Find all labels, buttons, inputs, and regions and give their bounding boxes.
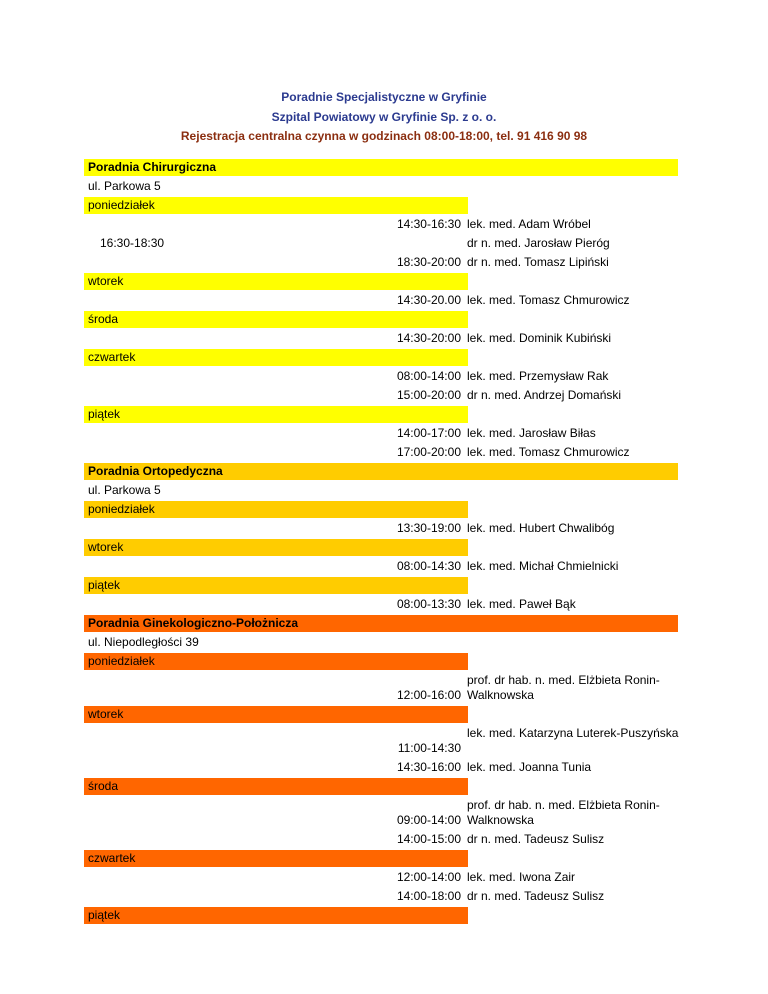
day-row [84, 576, 679, 595]
day-label: wtorek [88, 540, 124, 554]
slot-doctor: lek. med. Katarzyna Luterek-Puszyńska [467, 726, 679, 740]
day-row [84, 272, 679, 291]
day-label: czwartek [88, 851, 136, 865]
header-registration-info: Rejestracja centralna czynna w godzinach 08:00-18:00, tel. 91 416 90 98 [180, 129, 588, 143]
slot-time: 08:00-14:30 [396, 559, 461, 573]
slot-doctor: dr n. med. Andrzej Domański [467, 388, 622, 402]
schedule-table [84, 158, 679, 925]
slot-time: 17:00-20:00 [396, 445, 461, 459]
slot-doctor: dr n. med. Tadeusz Sulisz [467, 832, 605, 846]
clinic-address-row [84, 633, 679, 652]
slot-time: 18:30-20:00 [396, 255, 461, 269]
slot-row [84, 557, 679, 576]
clinic-address: ul. Parkowa 5 [88, 483, 161, 497]
clinic-address-row [84, 481, 679, 500]
slot-row [84, 234, 679, 253]
slot-row [84, 215, 679, 234]
day-row [84, 196, 679, 215]
clinic-address-row [84, 177, 679, 196]
clinic-address: ul. Parkowa 5 [88, 179, 161, 193]
slot-doctor: dr n. med. Tadeusz Sulisz [467, 889, 605, 903]
day-row [84, 906, 679, 925]
slot-time: 08:00-14:00 [396, 369, 461, 383]
slot-row [84, 291, 679, 310]
slot-doctor: lek. med. Dominik Kubiński [467, 331, 612, 345]
slot-time: 12:00-14:00 [396, 870, 461, 884]
day-label: piątek [88, 908, 121, 922]
clinic-header-row [84, 158, 679, 177]
day-row [84, 777, 679, 796]
day-label: wtorek [88, 707, 124, 721]
day-label: poniedziałek [88, 502, 155, 516]
slot-doctor: prof. dr hab. n. med. Elżbieta Ronin-Walknowska [467, 673, 660, 702]
day-row [84, 849, 679, 868]
slot-time: 14:00-15:00 [396, 832, 461, 846]
slot-doctor: lek. med. Tomasz Chmurowicz [467, 445, 630, 459]
slot-row [84, 424, 679, 443]
day-row [84, 405, 679, 424]
day-row [84, 538, 679, 557]
slot-time: 09:00-14:00 [396, 813, 461, 827]
header-title: Poradnie Specjalistyczne w Gryfinie [281, 90, 487, 104]
clinic-header-row [84, 462, 679, 481]
slot-doctor: lek. med. Joanna Tunia [467, 760, 592, 774]
day-row [84, 348, 679, 367]
slot-doctor: lek. med. Tomasz Chmurowicz [467, 293, 630, 307]
slot-time: 14:00-17:00 [396, 426, 461, 440]
day-label: poniedziałek [88, 654, 155, 668]
day-label: czwartek [88, 350, 136, 364]
slot-row [84, 367, 679, 386]
clinic-header-row [84, 614, 679, 633]
slot-row [84, 887, 679, 906]
slot-time: 14:30-20:00 [396, 331, 461, 345]
slot-row [84, 796, 679, 830]
slot-row [84, 519, 679, 538]
slot-time: 12:00-16:00 [396, 688, 461, 702]
slot-time: 14:30-16:30 [396, 217, 461, 231]
slot-doctor: lek. med. Paweł Bąk [467, 597, 576, 611]
day-label: piątek [88, 578, 121, 592]
slot-time: 14:00-18:00 [396, 889, 461, 903]
slot-time: 14:30-20.00 [396, 293, 461, 307]
slot-doctor: dr n. med. Jarosław Pieróg [467, 236, 610, 250]
slot-doctor: lek. med. Iwona Zair [467, 870, 576, 884]
slot-doctor: lek. med. Adam Wróbel [467, 217, 591, 231]
slot-row [84, 253, 679, 272]
day-label: poniedziałek [88, 198, 155, 212]
slot-row [84, 443, 679, 462]
slot-time: 13:30-19:00 [396, 521, 461, 535]
slot-row [84, 868, 679, 887]
slot-doctor: lek. med. Hubert Chwalibóg [467, 521, 615, 535]
slot-doctor: prof. dr hab. n. med. Elżbieta Ronin-Walknowska [467, 798, 660, 827]
clinic-name: Poradnia Ortopedyczna [88, 464, 223, 478]
slot-time: 16:30-18:30 [100, 236, 165, 250]
slot-row [84, 386, 679, 405]
slot-row [84, 671, 679, 705]
slot-doctor: lek. med. Michał Chmielnicki [467, 559, 619, 573]
slot-doctor: dr n. med. Tomasz Lipiński [467, 255, 609, 269]
day-row [84, 500, 679, 519]
day-row [84, 652, 679, 671]
header-subtitle: Szpital Powiatowy w Gryfinie Sp. z o. o. [271, 110, 497, 124]
slot-time: 11:00-14:30 [397, 741, 461, 755]
slot-doctor: lek. med. Jarosław Biłas [467, 426, 596, 440]
slot-row [84, 758, 679, 777]
day-label: środa [88, 779, 119, 793]
slot-doctor: lek. med. Przemysław Rak [467, 369, 609, 383]
slot-row [84, 595, 679, 614]
day-row [84, 705, 679, 724]
slot-time: 14:30-16:00 [396, 760, 461, 774]
clinic-name: Poradnia Ginekologiczno-Położnicza [88, 616, 299, 630]
slot-row [84, 329, 679, 348]
day-label: piątek [88, 407, 121, 421]
day-label: środa [88, 312, 119, 326]
clinic-address: ul. Niepodległości 39 [88, 635, 199, 649]
slot-row [84, 724, 679, 758]
slot-time: 08:00-13:30 [396, 597, 461, 611]
day-label: wtorek [88, 274, 124, 288]
day-row [84, 310, 679, 329]
clinic-name: Poradnia Chirurgiczna [88, 160, 217, 174]
slot-row [84, 830, 679, 849]
slot-time: 15:00-20:00 [396, 388, 461, 402]
